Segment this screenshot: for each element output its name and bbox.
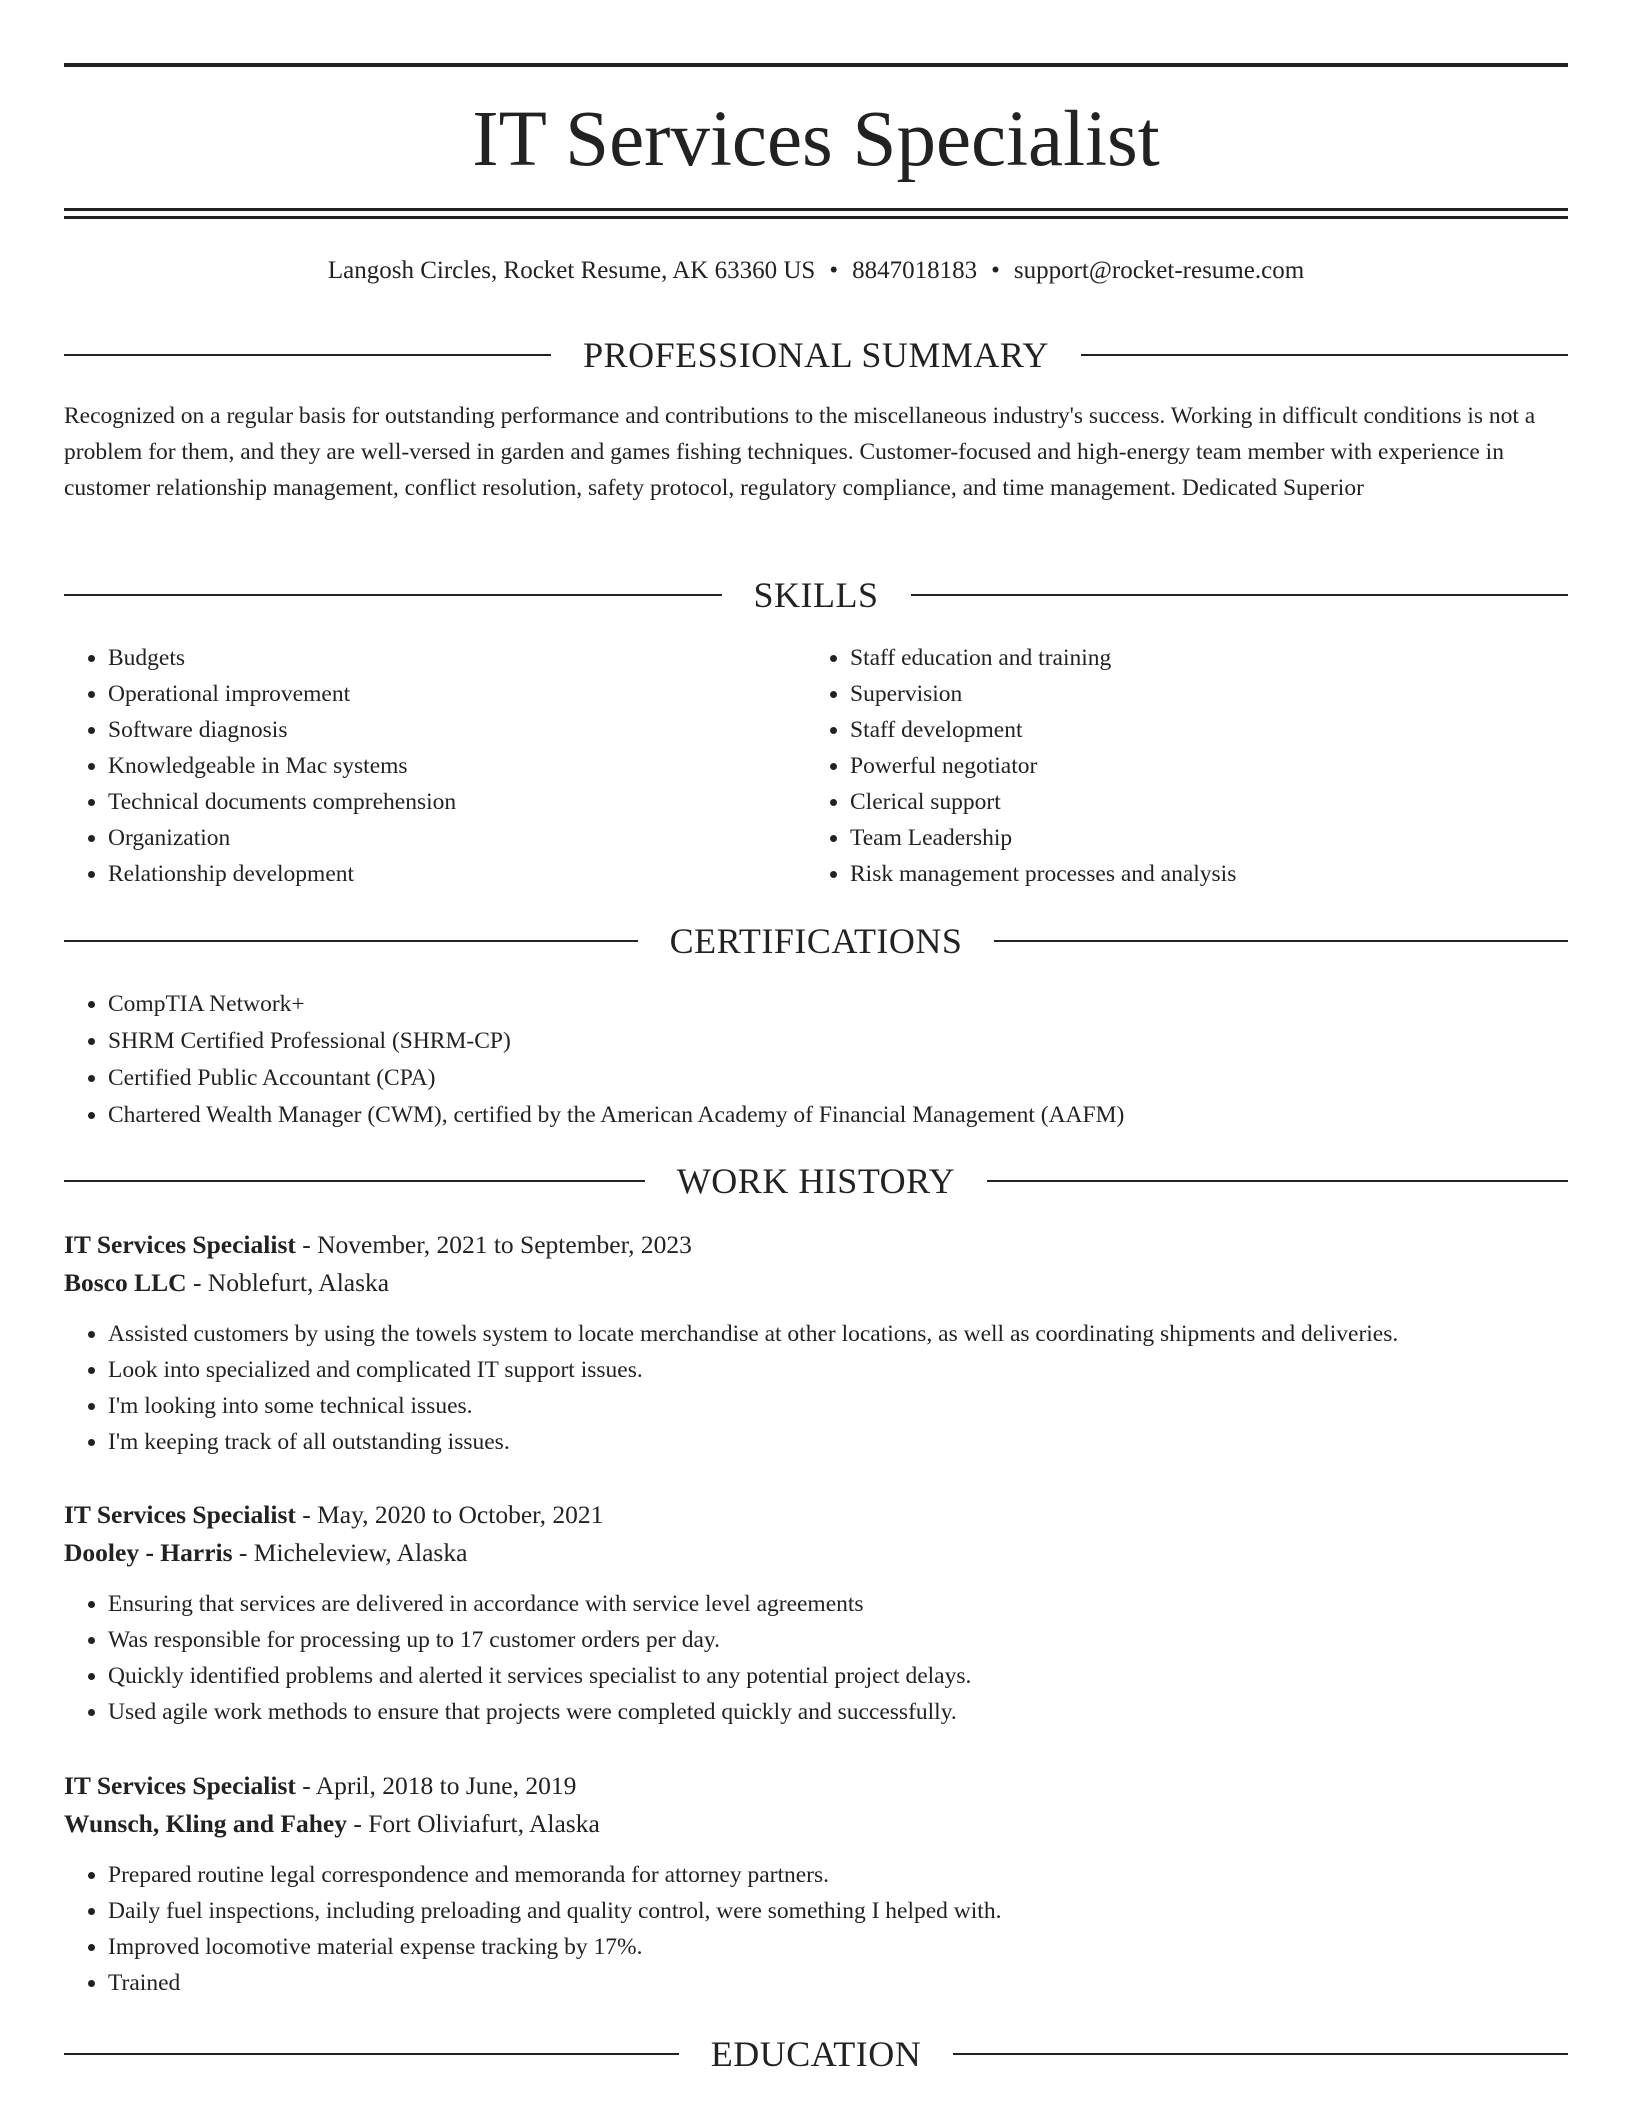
- certification-item: • Certified Public Accountant (CPA): [108, 1060, 1568, 1097]
- section-header-education: [64, 2032, 1568, 2076]
- section-title: EDUCATION: [710, 2034, 922, 2074]
- job-dates: - May, 2020 to October, 2021: [295, 1500, 604, 1529]
- section-rule: [911, 594, 1569, 596]
- certification-item: • Chartered Wealth Manager (CWM), certified by the American Academy of Financial Management (AAFM): [108, 1097, 1568, 1134]
- resume-title: IT Services Specialist: [472, 96, 1160, 183]
- job-bullet: • Used agile work methods to ensure that projects were completed quickly and successfully.: [108, 1694, 1568, 1730]
- top-rule: [64, 63, 1568, 67]
- section-header-work-history: [64, 1159, 1568, 1203]
- job-entry: [64, 1226, 1568, 1460]
- contact-separator: •: [829, 257, 839, 284]
- skill-item: • Staff development: [850, 712, 1566, 748]
- section-header-certifications: [64, 919, 1568, 963]
- section-title: PROFESSIONAL SUMMARY: [583, 335, 1049, 375]
- section-rule: [1081, 354, 1568, 356]
- skill-item: • Technical documents comprehension: [108, 784, 804, 820]
- skills-column-left: [64, 640, 804, 892]
- job-title: IT Services Specialist: [64, 1500, 296, 1529]
- section-title: SKILLS: [753, 575, 879, 615]
- job-title-line: [64, 1496, 1568, 1534]
- certifications-list: [64, 986, 1568, 1134]
- job-title-line: [64, 1226, 1568, 1264]
- job-location: - Micheleview, Alaska: [232, 1538, 468, 1567]
- skill-item: • Supervision: [850, 676, 1566, 712]
- job-bullet: • Quickly identified problems and alerted it services specialist to any potential project delays.: [108, 1658, 1568, 1694]
- job-bullet: • Prepared routine legal correspondence and memoranda for attorney partners.: [108, 1857, 1568, 1893]
- section-rule: [64, 594, 722, 596]
- section-rule: [64, 2053, 679, 2055]
- job-company-line: [64, 1264, 1568, 1302]
- job-title-line: [64, 1767, 1568, 1805]
- job-bullet: • Look into specialized and complicated IT support issues.: [108, 1352, 1568, 1388]
- job-location: - Noblefurt, Alaska: [186, 1268, 390, 1297]
- job-entry: [64, 1496, 1568, 1730]
- skills-list: [64, 640, 804, 892]
- job-dates: - April, 2018 to June, 2019: [295, 1771, 577, 1800]
- skill-item: • Staff education and training: [850, 640, 1566, 676]
- skill-item: • Software diagnosis: [108, 712, 804, 748]
- job-bullet: • Was responsible for processing up to 17 customer orders per day.: [108, 1622, 1568, 1658]
- certification-item: • CompTIA Network+: [108, 986, 1568, 1023]
- certifications-block: [64, 986, 1568, 1134]
- skill-item: • Knowledgeable in Mac systems: [108, 748, 804, 784]
- section-rule: [994, 940, 1568, 942]
- job-title: IT Services Specialist: [64, 1230, 296, 1259]
- job-bullets: [64, 1316, 1568, 1460]
- section-rule: [953, 2053, 1568, 2055]
- job-title: IT Services Specialist: [64, 1771, 296, 1800]
- skill-item: • Powerful negotiator: [850, 748, 1566, 784]
- job-company-line: [64, 1534, 1568, 1572]
- contact-line: [64, 254, 1568, 288]
- job-dates: - November, 2021 to September, 2023: [295, 1230, 692, 1259]
- job-company: Bosco LLC: [64, 1268, 187, 1297]
- skill-item: • Budgets: [108, 640, 804, 676]
- section-rule: [987, 1180, 1568, 1182]
- title-rule-lower: [64, 216, 1568, 219]
- summary-text: Recognized on a regular basis for outstanding performance and contributions to the miscellaneous industry's success. Working in difficult conditions is not a problem for them, and they are well-versed in garden and games fishing techniques. Customer-focused and high-energy team member with experience in customer relationship management, conflict resolution, safety protocol, regulatory compliance, and time management. Dedicated Superior: [64, 403, 1536, 501]
- job-bullet: • I'm looking into some technical issues.: [108, 1388, 1568, 1424]
- skill-item: • Team Leadership: [850, 820, 1566, 856]
- section-rule: [64, 1180, 645, 1182]
- job-bullet: • Trained: [108, 1965, 1568, 2001]
- title-rule-upper: [64, 208, 1568, 211]
- job-company: Wunsch, Kling and Fahey: [64, 1809, 347, 1838]
- certification-item: • SHRM Certified Professional (SHRM-CP): [108, 1023, 1568, 1060]
- contact-phone: 8847018183: [852, 257, 978, 284]
- skill-item: • Operational improvement: [108, 676, 804, 712]
- section-rule: [64, 354, 551, 356]
- section-header-skills: [64, 573, 1568, 617]
- contact-separator: •: [991, 257, 1000, 284]
- skill-item: • Risk management processes and analysis: [850, 856, 1566, 892]
- section-title: CERTIFICATIONS: [669, 921, 963, 961]
- contact-address: Langosh Circles, Rocket Resume, AK 63360 US: [327, 257, 816, 284]
- job-bullet: • Improved locomotive material expense tracking by 17%.: [108, 1929, 1568, 1965]
- job-company-line: [64, 1805, 1568, 1843]
- skill-item: • Relationship development: [108, 856, 804, 892]
- skill-item: • Clerical support: [850, 784, 1566, 820]
- job-bullet: • Ensuring that services are delivered in accordance with service level agreements: [108, 1586, 1568, 1622]
- skills-column-right: [806, 640, 1566, 892]
- skills-list: [806, 640, 1566, 892]
- section-title: WORK HISTORY: [676, 1161, 956, 1201]
- job-bullet: • Assisted customers by using the towels system to locate merchandise at other locations, as well as coordinating shipments and deliveries.: [108, 1316, 1568, 1352]
- job-entry: [64, 1767, 1568, 2001]
- section-rule: [64, 940, 638, 942]
- job-location: - Fort Oliviafurt, Alaska: [346, 1809, 600, 1838]
- job-bullets: [64, 1586, 1568, 1730]
- skill-item: • Organization: [108, 820, 804, 856]
- job-bullets: [64, 1857, 1568, 2001]
- job-bullet: • Daily fuel inspections, including preloading and quality control, were something I helped with.: [108, 1893, 1568, 1929]
- section-header-summary: [64, 333, 1568, 377]
- job-company: Dooley - Harris: [64, 1538, 233, 1567]
- job-bullet: • I'm keeping track of all outstanding issues.: [108, 1424, 1568, 1460]
- contact-email: support@rocket-resume.com: [1013, 257, 1305, 284]
